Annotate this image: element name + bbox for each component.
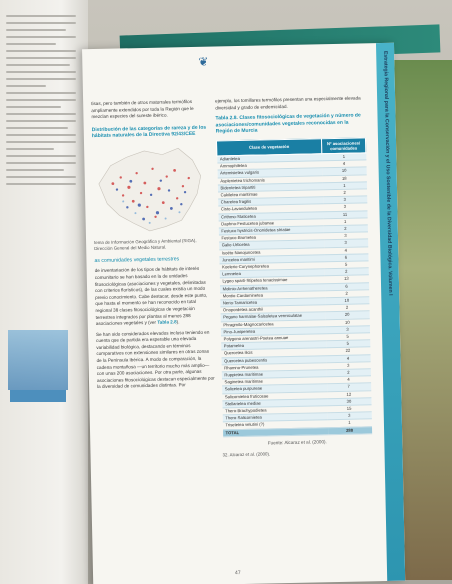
vegetation-class-cell: Ruppietea maritimae — [221, 370, 326, 379]
association-count-cell: 3 — [323, 196, 367, 204]
association-count-cell: 7 — [327, 383, 371, 391]
association-count-cell: 18 — [322, 174, 366, 182]
association-count-cell: 12 — [327, 390, 371, 398]
vegetation-class-cell: Saginetea maritimae — [221, 377, 326, 386]
association-count-cell: 3 — [327, 412, 371, 420]
total-label-cell: TOTAL — [223, 427, 328, 436]
association-count-cell: 2 — [324, 268, 368, 276]
association-count-cell: 4 — [326, 354, 370, 362]
association-count-cell: 1 — [322, 182, 366, 190]
association-count-cell: 3 — [325, 326, 369, 334]
figure-caption: tema de Información Geográfica y Ambiental (SIGA), Dirección General del Medio Natural. — [94, 238, 197, 252]
body-paragraph-1-text: de inventariación de los tipos de hábitats de interés comunitario se han basado en la de unidades fitosociológicas (asociaciones y vegetales, delimitadas con criterios florísticos), de las cuales existía un modo previo conocimiento. Cabe destacar, desde este punto, que hasta el momento se han reconocido en total regional 38 clases fitosociológicas de vegetación terrestres integrados por plantas al menos 288 asociaciones vegetales y (ver — [94, 266, 208, 327]
left-facing-page — [0, 0, 88, 584]
vegetation-class-cell: Polygono arenastri-Poetea annuae — [221, 334, 326, 343]
vegetation-class-cell: Quercetea pubescentis — [221, 355, 326, 364]
association-count-cell: 13 — [324, 275, 368, 283]
vegetation-class-cell: Asplenietea trichomanis — [217, 175, 322, 184]
region-map-icon — [92, 142, 208, 236]
association-count-cell: 10 — [322, 167, 366, 175]
vegetation-class-cell: Cakiletea maritimae — [218, 190, 323, 199]
association-count-cell: 2 — [325, 304, 369, 312]
vegetation-class-cell: Quercetea ilicis — [221, 348, 326, 357]
vegetation-class-cell: Crithmo-Staticetea — [218, 211, 323, 220]
vegetation-class-cell: Artemisietea vulgaris — [217, 168, 322, 177]
vegetation-class-cell: Phragmito-Magnocaricetea — [220, 319, 325, 328]
vegetation-class-cell: Daphno-Festucetea jubanae — [218, 219, 323, 228]
association-count-cell: 6 — [324, 254, 368, 262]
vegetation-class-cell: Bidentetea tripartiti — [217, 183, 322, 192]
association-count-cell: 4 — [322, 160, 366, 168]
association-count-cell: 1 — [327, 419, 371, 427]
vegetation-class-cell: Ammophiletea — [217, 161, 322, 170]
association-count-cell: 5 — [326, 340, 370, 348]
association-count-cell: 10 — [325, 318, 369, 326]
association-count-cell: 1 — [323, 218, 367, 226]
page-number: 47 — [234, 570, 241, 577]
association-count-cell: 1 — [322, 153, 366, 161]
section-heading: as comunidades vegetales terrestres — [94, 256, 180, 265]
intro-paragraph: tisas, pero también de otros matorrales termófilos ampliamente extendidos por toda la Región que le mezclan especies del sureste ibérico. — [91, 98, 194, 120]
association-count-cell: 3 — [323, 203, 367, 211]
vegetation-class-cell: Cisto-Lavanduletea — [218, 204, 323, 213]
table-source: Fuente: Alcaraz et al. (2000). — [267, 439, 327, 446]
vegetation-class-cell: Juncetea maritimi — [219, 255, 324, 264]
vegetation-class-cell: Charetea fragilis — [218, 197, 323, 206]
table-title: Tabla 2.8. Clases fitosociológicas de vegetación y número de asociaciones/comunidades vegetales reconocidas en la Región de Murcia — [215, 112, 361, 135]
association-count-cell: 5 — [326, 333, 370, 341]
header-class: Clase de vegetación — [216, 139, 321, 156]
figure-title: Distribución de las categorías de rareza y de los hábitats naturales de la Directiva 92/43/CEE — [91, 124, 207, 140]
document-page — [82, 43, 405, 584]
table-reference: Tabla 2.8 — [157, 319, 177, 325]
vegetation-class-cell: Koelerio-Corynephoretea — [219, 262, 324, 271]
association-count-cell: 5 — [324, 261, 368, 269]
association-count-cell: 15 — [327, 405, 371, 413]
association-count-cell: 2 — [325, 290, 369, 298]
vegetation-class-cell: Adiantetea — [217, 154, 322, 163]
vegetation-class-cell: Lemnetea — [219, 269, 324, 278]
vegetation-class-cell: Salicetea purpureae — [222, 384, 327, 393]
vegetation-class-cell: Pegano harmalae-Salsoletea vermiculatae — [220, 312, 325, 321]
vegetation-classes-table — [216, 137, 372, 437]
vegetation-class-cell: Pino-Juniperetea — [220, 327, 325, 336]
association-count-cell: 4 — [326, 376, 370, 384]
vegetation-class-cell: Isoëto-Nanojuncetea — [219, 247, 324, 256]
vegetation-class-cell: Rhamno-Prunetea — [221, 363, 326, 372]
vegetation-class-cell: Montio-Cardaminetea — [220, 291, 325, 300]
header-count: Nº asociaciones/ comunidades — [321, 138, 365, 154]
vegetation-class-cell: Onopordetea acanthii — [220, 305, 325, 314]
association-count-cell: 6 — [324, 282, 368, 290]
vegetation-class-cell: Lygeo sparti-Stipetea tenacissimae — [219, 276, 324, 285]
association-count-cell: 10 — [325, 297, 369, 305]
association-count-cell: 2 — [326, 369, 370, 377]
left-page-text-lines — [6, 10, 76, 190]
association-count-cell: 20 — [325, 311, 369, 319]
vegetation-class-cell: Nerio-Tamaricetea — [220, 298, 325, 307]
left-page-table-block — [8, 330, 68, 390]
vegetation-class-cell: Thero-Salicornietea — [222, 413, 327, 422]
footnote: 32. Alcaraz et al. (2000). — [222, 451, 271, 458]
body-paragraph-1: de inventariación de los tipos de hábitats de interés comunitario se han basado en la de unidades fitosociológicas (asociaciones y vegetales, delimitadas con criterios florísticos), de las cuales existía un modo previo conocimiento. Cabe destacar, desde este punto, que hasta el momento se han reconocido en total regional 38 clases fitosociológicas de vegetación terrestres integrados por plantas al menos 288 asociaciones vegetales y (ver Tabla 2.8). — [94, 266, 208, 327]
vegetation-class-cell: Galio-Urticetea — [219, 240, 324, 249]
vegetation-class-cell: Salicornietea fruticosae — [222, 391, 327, 400]
tree-logo-icon: ❦ — [198, 54, 209, 69]
right-column — [215, 95, 372, 457]
association-count-cell: 3 — [323, 232, 367, 240]
vegetation-class-cell: Thero-Brachypodietea — [222, 406, 327, 415]
vegetation-class-cell: Stellarietea mediae — [222, 399, 327, 408]
vegetation-class-cell: Trisetetea velutini (?) — [222, 420, 327, 429]
association-count-cell: 22 — [326, 347, 370, 355]
association-count-cell: 3 — [326, 362, 370, 370]
association-count-cell: 2 — [323, 189, 367, 197]
vegetation-class-cell: Potametea — [221, 341, 326, 350]
vegetation-class-cell: Molinio-Arrhenatheretea — [220, 283, 325, 292]
body-paragraph-2: Se han sido considerados elevados incluso teniendo en cuenta que de partida era esperable una elevada variabilidad biológica, destacando en términos comparativos con extensiones similares en otras zonas de la Península Ibérica. A modo de comparación, la cadena montañosa —un territorio mucho más amplio— con unas 200 asociaciones. Por otra parte, algunas asociaciones fitosociológicas destacan especialmente por la diversidad de comunidades distintas. Por — [95, 329, 215, 390]
total-value-cell: 288 — [328, 426, 372, 434]
vegetation-class-cell: Festuco hystricis-Ononidetea striatae — [218, 226, 323, 235]
left-page-table-row — [10, 390, 66, 402]
table-body — [217, 153, 372, 437]
association-count-cell: 2 — [323, 225, 367, 233]
spine-title: Estrategia Regional para la Conservación y el Uso Sostenible de la Diversidad Biológica. Volumen I — [382, 50, 394, 296]
region-map-figure — [92, 142, 208, 236]
left-column — [91, 99, 215, 395]
association-count-cell: 30 — [327, 398, 371, 406]
association-count-cell: 4 — [324, 246, 368, 254]
association-count-cell: 11 — [323, 210, 367, 218]
association-count-cell: 3 — [324, 239, 368, 247]
right-intro-paragraph: ejemplo, los tomillares termófilos presentan una especialmente elevada diversidad y grado de endemicidad. — [215, 95, 361, 111]
vegetation-class-cell: Festuco-Brometea — [218, 233, 323, 242]
